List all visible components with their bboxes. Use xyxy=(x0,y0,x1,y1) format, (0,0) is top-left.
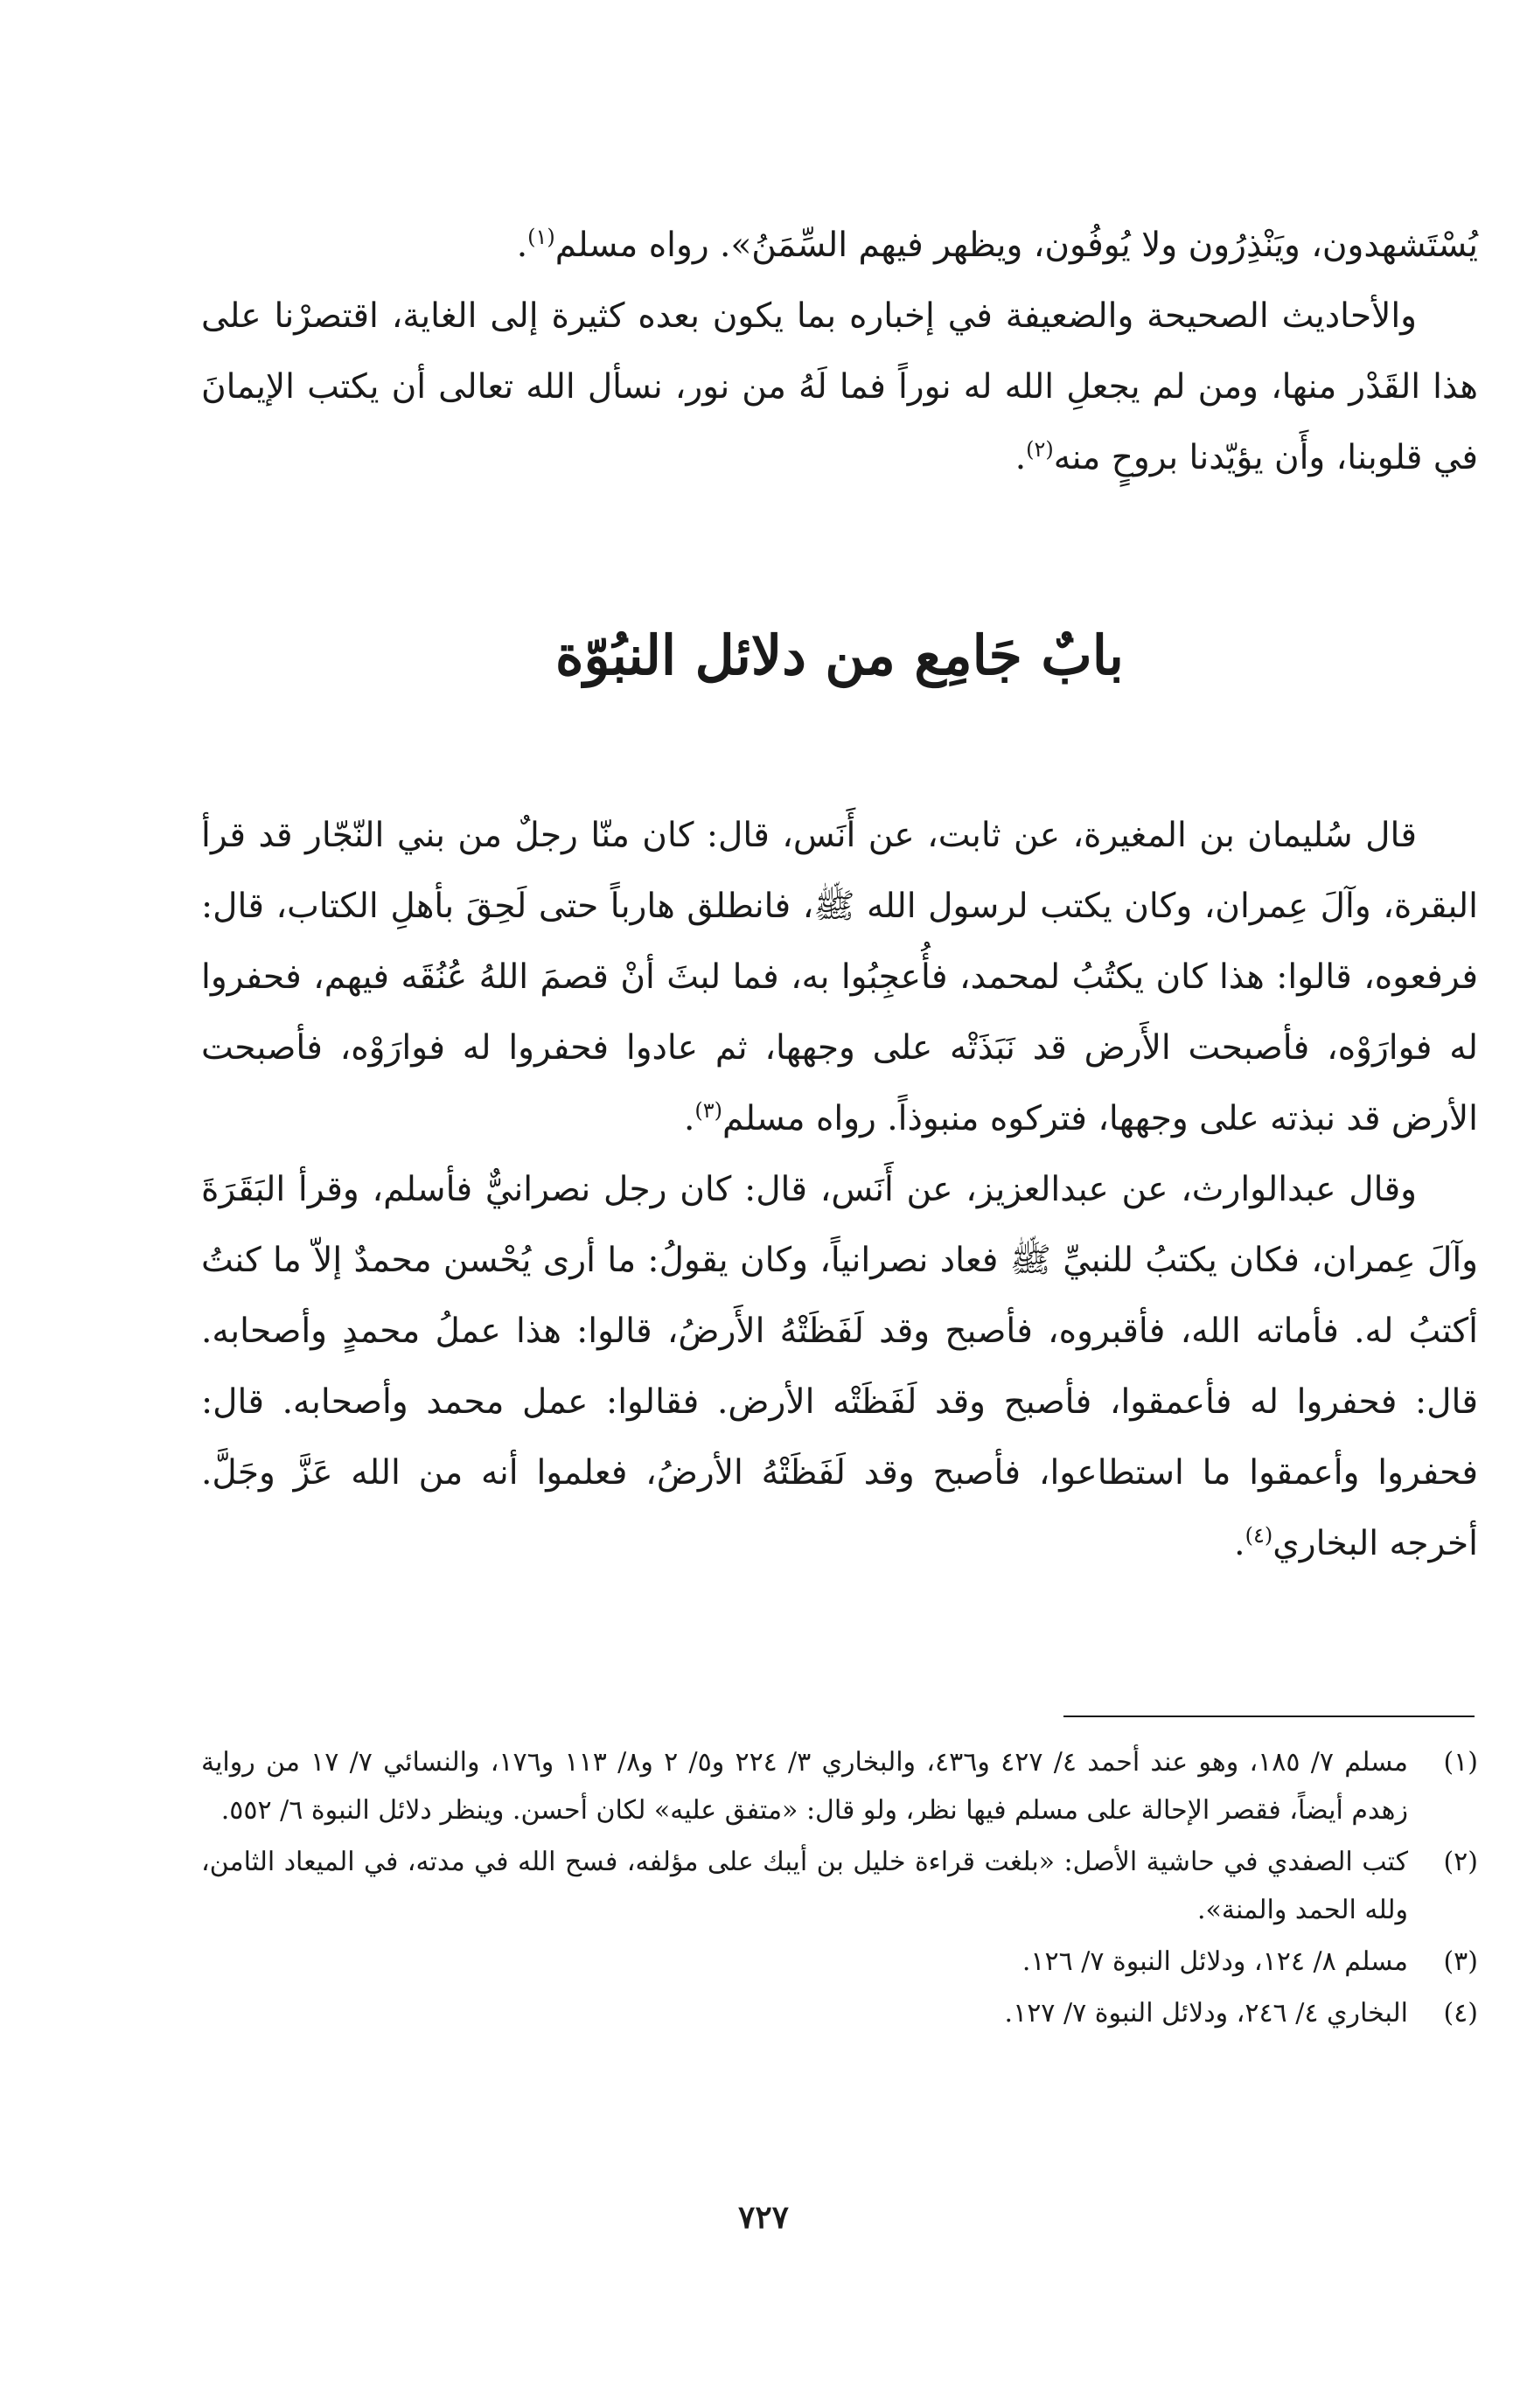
footnote-ref-1: (١) xyxy=(527,225,555,249)
footnote-text: مسلم ٨/ ١٢٤، ودلائل النبوة ٧/ ١٢٦. xyxy=(1021,1946,1408,1977)
main-paragraph-2-text: وقال عبدالوارث، عن عبدالعزيز، عن أَنَس، قال: كان رجل نصرانيٌّ فأسلم، وقرأ البَقَرَةَ وآلَ عِمران، فكان يكتبُ للنبيِّ ﷺ فعاد نصرانياً، وكان يقولُ: ما أرى يُحْسن محمدٌ إلاّ ما كنتُ أكتبُ له. فأماته الله، فأقبروه، فأصبح وقد لَفَظَتْهُ الأَرضُ، قالوا: هذا عملُ محمدٍ وأصحابه. قال: فحفروا له فأعمقوا، فأصبح وقد لَفَظَتْه الأرض. فقالوا: عمل محمد وأصحابه. قال: فحفروا وأعمقوا ما استطاعوا، فأصبح وقد لَفَظَتْهُ الأرضُ، فعلموا أنه من الله عَزَّ وجَلَّ. أخرجه البخاري xyxy=(201,1170,1478,1563)
top-section xyxy=(201,210,1478,493)
footnote-separator xyxy=(1063,1716,1475,1717)
footnote-item xyxy=(201,1738,1478,1834)
main-paragraph-1-text: قال سُليمان بن المغيرة، عن ثابت، عن أَنَس، قال: كان منّا رجلٌ من بني النّجّار قد قرأ البقرة، وآلَ عِمران، وكان يكتب لرسول الله ﷺ، فانطلق هارباً حتى لَحِقَ بأهلِ الكتاب، قال: فرفعوه، قالوا: هذا كان يكتُبُ لمحمد، فأُعجِبُوا به، فما لبثَ أنْ قصمَ اللهُ عُنُقَه فيهم، فحفروا له فوارَوْه، فأصبحت الأَرض قد نَبَذَتْه على وجهها، ثم عادوا فحفروا له فوارَوْه، فأصبحت الأرض قد نبذته على وجهها، فتركوه منبوذاً. رواه مسلم xyxy=(201,816,1478,1138)
main-section xyxy=(201,800,1478,1579)
main-paragraph-2 xyxy=(201,1154,1478,1579)
footnote-ref-4: (٤) xyxy=(1245,1523,1273,1548)
footnote-text: كتب الصفدي في حاشية الأصل: «بلغت قراءة خليل بن أيبك على مؤلفه، فسح الله في مدته، في الميعاد الثامن، ولله الحمد والمنة». xyxy=(201,1847,1408,1925)
footnote-number: (٣) xyxy=(1443,1946,1478,1977)
chapter-title: بابٌ جَامِع من دلائل النبُوّة xyxy=(555,623,1124,687)
top-paragraph-2-end: . xyxy=(1015,438,1027,477)
top-paragraph-2 xyxy=(201,281,1478,493)
main-paragraph-1 xyxy=(201,800,1478,1154)
footnote-text: مسلم ٧/ ١٨٥، وهو عند أحمد ٤/ ٤٢٧ و٤٣٦، والبخاري ٣/ ٢٢٤ و٥/ ٢ و٨/ ١١٣ و١٧٦، والنسائي ٧/ ١٧ من رواية زهدم أيضاً، فقصر الإحالة على مسلم فيها نظر، ولو قال: «متفق عليه» لكان أحسن. وينظر دلائل النبوة ٦/ ٥٥٢. xyxy=(201,1747,1408,1826)
main-paragraph-1-end: . xyxy=(683,1099,695,1138)
top-paragraph-2-text: والأحاديث الصحيحة والضعيفة في إخباره بما يكون بعده كثيرة إلى الغاية، اقتصرْنا على هذا القَدْر منها، ومن لم يجعلِ الله له نوراً فما لَهُ من نور، نسأل الله تعالى أن يكتب الإيمانَ في قلوبنا، وأَن يؤيّدنا بروحٍ منه xyxy=(201,296,1478,477)
footnote-number: (٤) xyxy=(1443,1998,1478,2029)
footnote-ref-2: (٢) xyxy=(1026,437,1054,462)
page-number: ٧٢٧ xyxy=(737,2199,789,2236)
footnote-number: (٢) xyxy=(1443,1847,1478,1877)
footnotes xyxy=(201,1738,1478,2041)
top-paragraph-1-end: . xyxy=(516,226,528,265)
footnote-number: (١) xyxy=(1443,1747,1478,1778)
footnote-item xyxy=(201,1989,1478,2037)
top-paragraph-1-text: يُسْتَشهدون، ويَنْذِرُون ولا يُوفُون، ويظهر فيهم السِّمَنُ». رواه مسلم xyxy=(554,226,1478,265)
footnote-item xyxy=(201,1938,1478,1986)
footnote-text: البخاري ٤/ ٢٤٦، ودلائل النبوة ٧/ ١٢٧. xyxy=(1004,1998,1408,2029)
footnote-ref-3: (٣) xyxy=(694,1098,722,1123)
main-paragraph-2-end: . xyxy=(1234,1524,1245,1563)
footnote-item xyxy=(201,1838,1478,1934)
top-paragraph-1 xyxy=(201,210,1478,281)
